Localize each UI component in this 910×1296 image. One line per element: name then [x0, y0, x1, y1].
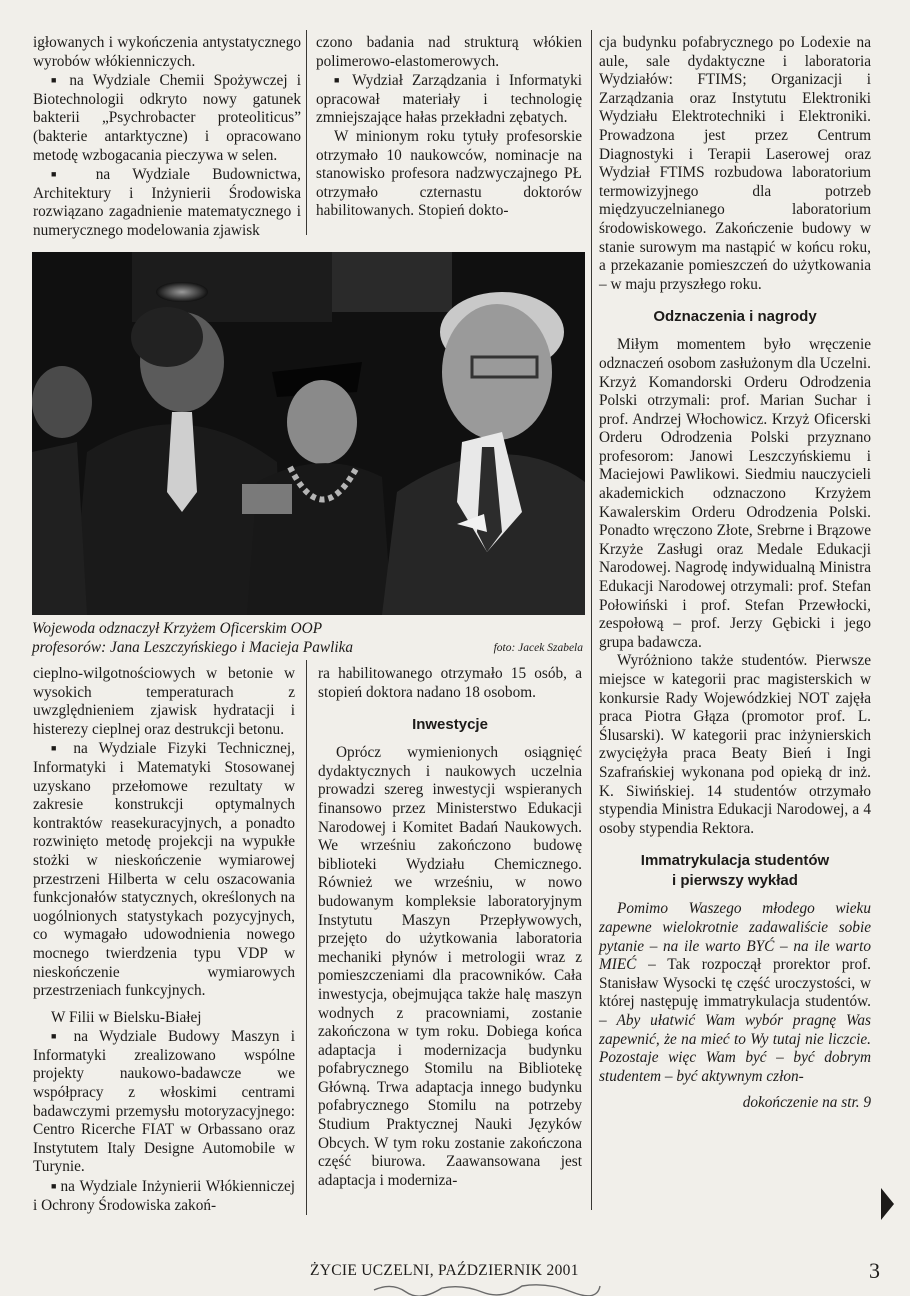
- column-middle-bottom: [318, 665, 582, 1190]
- paragraph: cja budynku pofabrycznego po Lodexie na aule, sale dydaktyczne i laboratoria Wydziałów: FTIMS; Organizacji i Zarządzania oraz Instytutu Elektroniki Wydziału Elektrotechniki i Elektroniki. Prowadzona jest przez Centrum Diagnostyki i Terapii Laserowej oraz Wydział FTIMS rozbudowa laboratorium termowizyjnego dla potrzeb międzyuczelnianego laboratorium środowiskowego. Zakończenie budowy w stanie surowym ma nastąpić w końcu roku, a przekazanie pomieszczeń do użytkowania – w maju przyszłego roku.: [599, 34, 871, 293]
- paragraph: ■ na Wydziale Budowy Maszyn i Informatyki zrealizowano wspólne projekty naukowo-badawcze we współpracy z włoskimi centrami badawczymi przemysłu motoryzacyjnego: Centro Ricerche FIAT w Orbassano oraz Instytutem Italy Designe Automobile w Turynie.: [33, 1027, 295, 1177]
- caption-line: profesorów: Jana Leszczyńskiego i Macieja Pawlika: [32, 638, 354, 656]
- page-number: 3: [869, 1258, 880, 1283]
- column-divider: [306, 660, 307, 1215]
- paragraph: igłowanych i wykończenia antystatycznego wyrobów włókienniczych.: [33, 34, 301, 70]
- paragraph: W minionym roku tytuły profesorskie otrzymało 10 naukowców, nominacje na stanowisko profesora nadzwyczajnego PŁ otrzymało czternastu doktorów habilitowanych. Stopień dokto-: [316, 127, 582, 220]
- column-divider: [591, 30, 592, 1210]
- section-heading: Inwestycje: [412, 716, 488, 734]
- paragraph: [599, 900, 871, 1086]
- paragraph: czono badania nad strukturą włókien polimerowo-elastomerowych.: [316, 34, 582, 70]
- paragraph: Oprócz wymienionych osiągnięć dydaktycznych i naukowych uczelnia prowadzi szereg inwestycji wspieranych finansowo przez Ministerstwo Edukacji Narodowej i Komitet Badań Naukowych. We wrześniu zakończono budowę biblioteki Wydziału Chemicznego. Również we wrześniu, w nowo budowanym kompleksie laboratoryjnym Instytutu Maszyn Przepływowych, przejęto do użytkowania laboratoria mechaniki płynów i metrologii wraz z pomieszczeniami dla pracowników. Cała inwestycja, obejmująca także halę maszyn wodnych z pracowniami, zostanie zakończona w tym roku. Dobiega końca adaptacja i modernizacja budynku pofabrycznego Stomilu na Bibliotekę Główną. Trwa adaptacja innego budynku pofabrycznego Stomilu na potrzeby Studium Praktycznej Nauki Języków Obcych. W tym roku zostanie zakończona część biurowa. Zaawansowana jest adaptacja i moderniza-: [318, 744, 582, 1189]
- photo-image: [32, 252, 585, 615]
- paragraph: Miłym momentem było wręczenie odznaczeń osobom zasłużonym dla Uczelni. Krzyż Komandorski Orderu Odrodzenia Polski otrzymali: prof. Marian Suchar i prof. Andrzej Włochowicz. Krzyż Oficerski Orderu Odrodzenia Polski przyznano profesorom: Janowi Leszczyńskiemu i Maciejowi Pawlikowi. Siedmiu nauczycieli akademickich odznaczono Krzyżem Kawalerskim Orderu Odrodzenia Polski. Ponadto wręczono Złote, Srebrne i Brązowe Krzyże Zasługi oraz Medale Edukacji Narodowej. Nagrodę indywidualną Ministra Edukacji Narodowej otrzymali: prof. Stefan Połowiński i prof. Stefan Przewłocki, zespołową – prof. Jerzy Gębicki i jego grupa badawcza.: [599, 336, 871, 651]
- section-heading: Immatrykulacja studentów: [640, 852, 830, 870]
- continued-note: dokończenie na str. 9: [742, 1094, 871, 1112]
- column-right: [599, 34, 871, 1113]
- paragraph: ■ na Wydziale Chemii Spożywczej i Biotechnologii odkryto nowy gatunek bakterii „Psychrobacter proteoliticus” (bakterie antarktyczne) i opracowano metodę wzbogacania pieczywa w selen.: [33, 71, 301, 165]
- photo-caption: [32, 620, 585, 657]
- paragraph: cieplno-wilgotnościowych w betonie w wysokich temperaturach z uwzględnieniem zjawisk hydratacji i histerezy cieplnej oraz destrukcji betonu.: [33, 665, 295, 738]
- ceremony-photo: [32, 252, 585, 615]
- photo-credit: foto: Jacek Szabela: [493, 641, 583, 654]
- quote-text: Pomimo Waszego młodego wieku zapewne wielokrotnie zadawaliście sobie pytanie – na ile warto BYĆ – na ile warto MIEĆ –: [599, 900, 871, 974]
- column-divider: [306, 30, 307, 235]
- paragraph: ■ na Wydziale Budownictwa, Architektury i Inżynierii Środowiska rozwiązano zagadnienie matematycznego i numerycznego modelowania zjawisk: [33, 165, 301, 240]
- caption-line: Wojewoda odznaczył Krzyżem Oficerskim OOP: [32, 620, 323, 637]
- paragraph: ■ Wydział Zarządzania i Informatyki opracował materiały i technologię zmniejszające hałas przekładni zębatych.: [316, 71, 582, 128]
- quote-text: Aby ułatwić Wam wybór pragnę Was zapewnić, że na mieć to Wy tutaj nie liczcie. Pozostaje więc Wam być – być dobrym studentem – być aktywnym człon-: [599, 1011, 871, 1085]
- paragraph: Wyróżniono także studentów. Pierwsze miejsce w kategorii prac magisterskich w konkursie Rady Wojewódzkiej NOT zajęła praca Piotra Głąza (promotor prof. L. Ślusarski). W kategorii prac inżynierskich zwyciężyła praca Beaty Bień i Ingi Szafrańskiej wykonana pod opieką dr inż. K. Siwińskiej. 14 studentów otrzymało stypendia Ministra Edukacji Narodowej, a 4 osoby stypendia Rektora.: [599, 652, 871, 837]
- continue-arrow-icon: [881, 1188, 894, 1220]
- column-left-top: [33, 34, 301, 241]
- paragraph: ■ na Wydziale Fizyki Technicznej, Informatyki i Matematyki Stosowanej uzyskano przełomowe rezultaty w zakresie konstrukcji optymalnych kontraktów reasekuracyjnych, a ponadto rozwinięto metodę projekcji na wypukłe stożki w nieskończenie wymiarowej przestrzeni Hilberta w celu oszacowania funkcjonałów statycznych, określonych na uogólnionych statystykach pozycyjnych, co wymagało udowodnienia nowego mocnego twierdzenia typu VDP w nieskończenie wymiarowych przestrzeniach funkcyjnych.: [33, 739, 295, 1000]
- paragraph: ra habilitowanego otrzymało 15 osób, a stopień doktora nadano 18 osobom.: [318, 665, 582, 701]
- column-middle-top: [316, 34, 582, 221]
- paragraph-text: Tak rozpoczął prorektor prof. Stanisław Wysocki tę część uroczystości, w której następuję immatrykulacja studentów. –: [599, 956, 872, 1029]
- column-left-bottom: [33, 665, 295, 1215]
- footer-publication: ŻYCIE UCZELNI, PAŹDZIERNIK 2001: [310, 1262, 579, 1279]
- paragraph: ■ na Wydziale Inżynierii Włókienniczej i Ochrony Środowiska zakoń-: [33, 1177, 295, 1215]
- handwritten-mark: [372, 1280, 602, 1296]
- section-heading: Odznaczenia i nagrody: [653, 308, 817, 326]
- section-heading: i pierwszy wykład: [672, 872, 798, 890]
- paragraph: W Filii w Bielsku-Białej: [51, 1008, 202, 1026]
